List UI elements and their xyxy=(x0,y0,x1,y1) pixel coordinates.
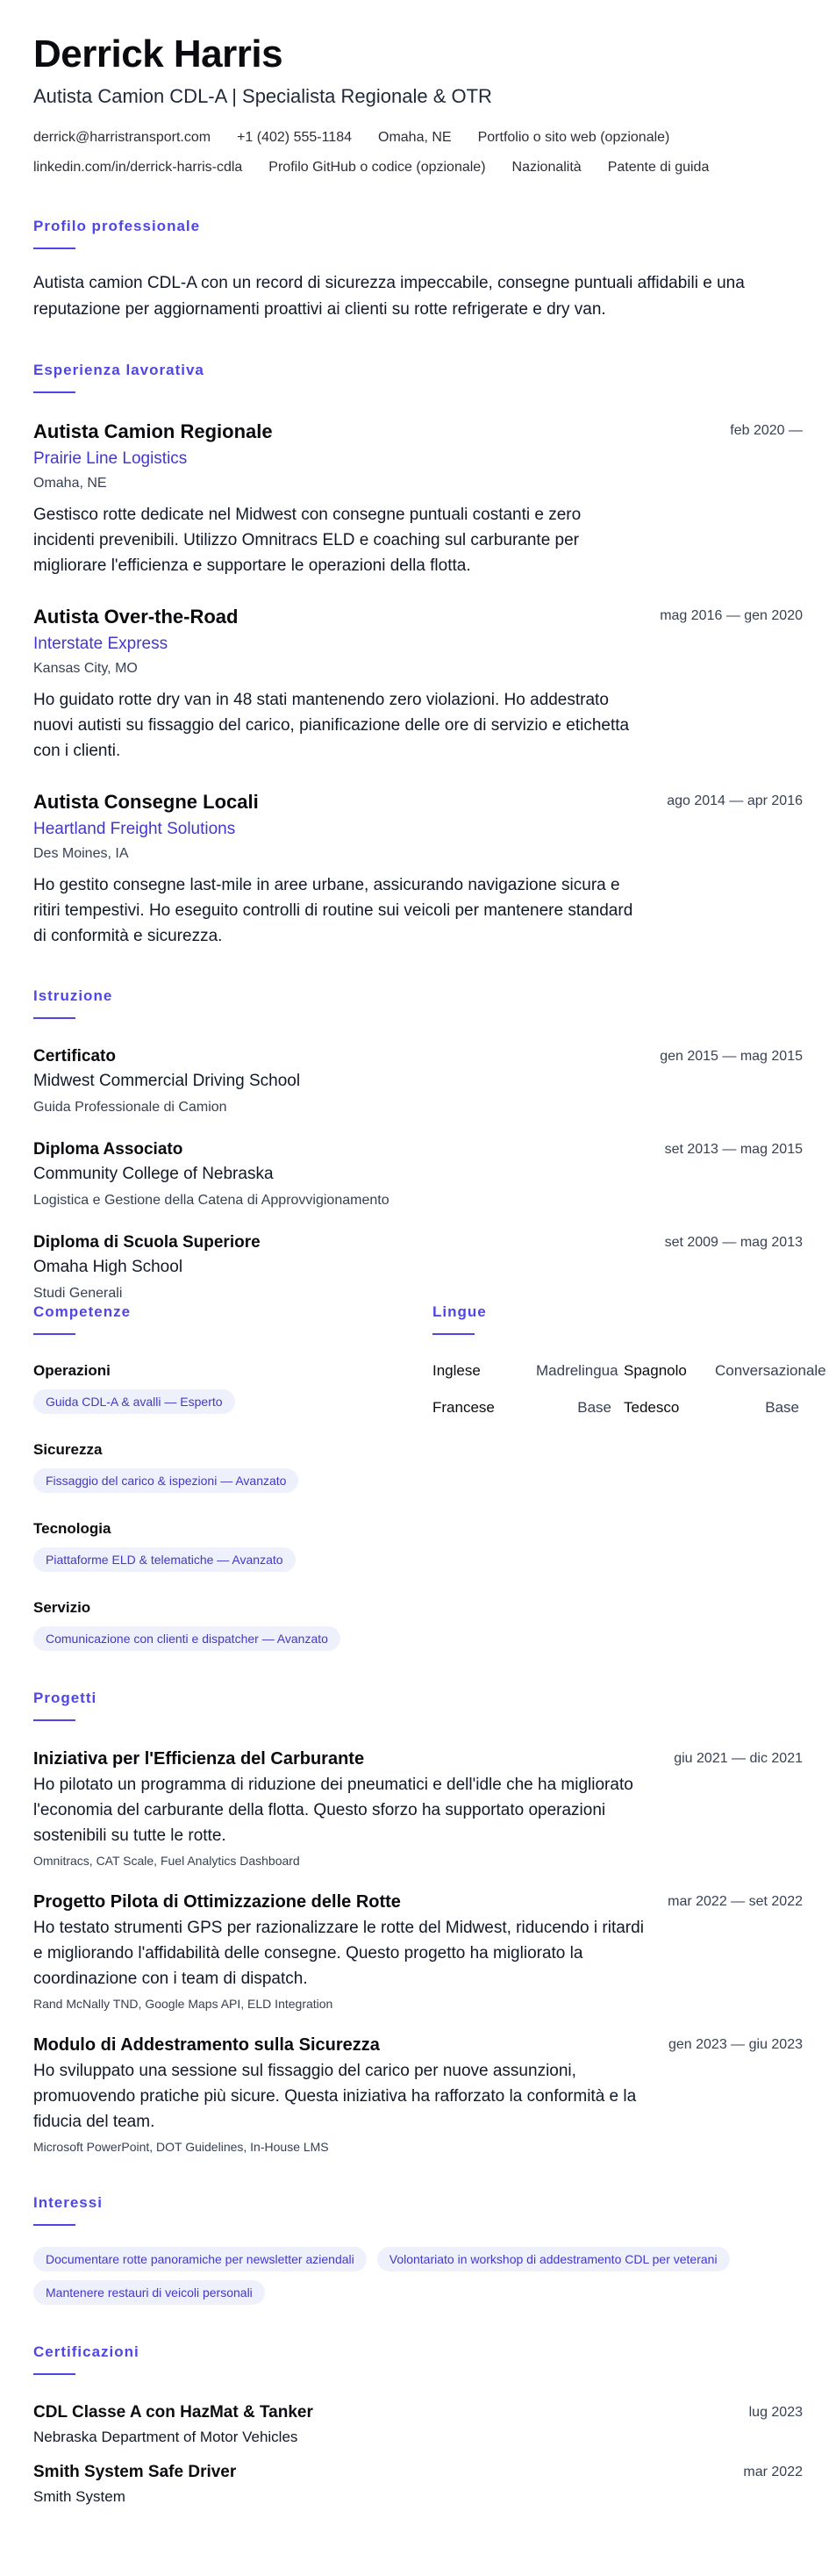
location: Omaha, NE xyxy=(378,130,452,145)
project-title: Progetto Pilota di Ottimizzazione delle Rotte xyxy=(33,1892,401,1912)
company-name: Prairie Line Logistics xyxy=(33,449,188,468)
project-tech: Microsoft PowerPoint, DOT Guidelines, In-House LMS xyxy=(33,2140,329,2154)
job-dates: ago 2014 — apr 2016 xyxy=(667,793,803,808)
experience-entry xyxy=(33,790,803,949)
certification-issuer: Smith System xyxy=(33,2488,125,2505)
job-title: Autista Consegne Locali xyxy=(33,791,259,813)
education-dates: gen 2015 — mag 2015 xyxy=(660,1049,803,1064)
project-entry xyxy=(33,1747,803,1869)
project-dates: mar 2022 — set 2022 xyxy=(668,1894,803,1909)
certification-issuer: Nebraska Department of Motor Vehicles xyxy=(33,2429,298,2445)
section-divider xyxy=(33,2224,75,2226)
section-divider xyxy=(432,1333,475,1335)
certification-date: mar 2022 xyxy=(743,2465,803,2479)
degree: Certificato xyxy=(33,1047,116,1066)
experience-entry xyxy=(33,420,803,578)
skill-chip: Guida CDL-A & avalli — Esperto xyxy=(33,1389,235,1414)
job-location: Des Moines, IA xyxy=(33,846,129,861)
language-level: Conversazionale xyxy=(715,1362,826,1379)
education-section xyxy=(33,987,803,1303)
language-name: Spagnolo xyxy=(624,1362,687,1379)
section-title: Competenze xyxy=(33,1303,132,1320)
job-title: Autista Camion Regionale xyxy=(33,420,273,442)
field-of-study: Guida Professionale di Camion xyxy=(33,1100,227,1115)
language-name: Inglese xyxy=(432,1362,481,1379)
github-link[interactable]: Profilo GitHub o codice (opzionale) xyxy=(268,160,486,175)
section-title: Profilo professionale xyxy=(33,218,201,234)
education-dates: set 2009 — mag 2013 xyxy=(664,1235,803,1250)
job-location: Omaha, NE xyxy=(33,476,107,491)
language-name: Tedesco xyxy=(624,1399,680,1416)
job-location: Kansas City, MO xyxy=(33,661,138,676)
school-name: Omaha High School xyxy=(33,1258,183,1276)
project-description: Ho pilotato un programma di riduzione dei pneumatici e dell'idle che ha migliorato l'economia del carburante della flotta. Questo sforzo ha supportato operazioni sostenibili su tutte le rotte. xyxy=(33,1776,633,1845)
degree: Diploma Associato xyxy=(33,1140,183,1159)
company-name: Interstate Express xyxy=(33,635,168,653)
languages-section xyxy=(432,1303,826,1651)
phone[interactable]: +1 (402) 555-1184 xyxy=(237,130,352,145)
drivers-license: Patente di guida xyxy=(607,160,710,175)
project-description: Ho testato strumenti GPS per razionalizzare le rotte del Midwest, riducendo i ritardi e migliorando l'affidabilità delle consegne. Questo progetto ha migliorato la coordinazione con i team di dispatch. xyxy=(33,1919,644,1988)
project-title: Iniziativa per l'Efficienza del Carburante xyxy=(33,1749,365,1769)
skill-category: Operazioni xyxy=(33,1362,111,1379)
certification-entry xyxy=(33,2461,803,2507)
interest-chip: Volontariato in workshop di addestramento CDL per veterani xyxy=(377,2247,730,2271)
summary-text: Autista camion CDL-A con un record di sicurezza impeccabile, consegne puntuali affidabili e una reputazione per aggiornamenti proattivi ai clienti su rotte refrigerate e dry van. xyxy=(33,274,745,319)
project-dates: gen 2023 — giu 2023 xyxy=(668,2037,803,2052)
job-description: Ho gestito consegne last-mile in aree urbane, assicurando navigazione sicura e ritiri tempestivi. Ho eseguito controlli di routine sui veicoli per mantenere standard di conformità e sicurezza. xyxy=(33,876,633,945)
linkedin-link[interactable]: linkedin.com/in/derrick-harris-cdla xyxy=(33,160,243,175)
skill-category: Servizio xyxy=(33,1599,91,1616)
section-title: Istruzione xyxy=(33,987,113,1004)
headline: Autista Camion CDL-A | Specialista Regionale & OTR xyxy=(33,85,492,107)
language-level: Madrelingua xyxy=(536,1362,618,1379)
languages-list xyxy=(432,1361,826,1417)
field-of-study: Studi Generali xyxy=(33,1286,123,1301)
portfolio-link[interactable]: Portfolio o sito web (opzionale) xyxy=(477,130,670,145)
section-divider xyxy=(33,391,75,393)
degree: Diploma di Scuola Superiore xyxy=(33,1233,261,1252)
section-title: Progetti xyxy=(33,1690,97,1706)
project-entry xyxy=(33,1891,803,2013)
skill-chip: Comunicazione con clienti e dispatcher — Avanzato xyxy=(33,1626,340,1651)
education-entry xyxy=(33,1045,803,1117)
education-entry xyxy=(33,1231,803,1303)
certification-title: Smith System Safe Driver xyxy=(33,2463,237,2481)
skills-languages-row xyxy=(33,1303,826,1651)
skill-chip: Piattaforme ELD & telematiche — Avanzato xyxy=(33,1547,296,1572)
language-level: Base xyxy=(577,1399,611,1416)
project-tech: Rand McNally TND, Google Maps API, ELD Integration xyxy=(33,1997,333,2011)
certification-date: lug 2023 xyxy=(748,2405,803,2420)
skill-chip: Fissaggio del carico & ispezioni — Avanzato xyxy=(33,1468,298,1493)
language-level: Base xyxy=(765,1399,799,1416)
school-name: Community College of Nebraska xyxy=(33,1165,274,1183)
section-title: Lingue xyxy=(432,1303,487,1320)
skill-category: Tecnologia xyxy=(33,1520,111,1537)
job-description: Gestisco rotte dedicate nel Midwest con consegne puntuali costanti e zero incidenti prevenibili. Utilizzo Omnitracs ELD e coaching sul carburante per migliorare l'efficienza e supportare le operazioni della flotta. xyxy=(33,506,582,575)
section-divider xyxy=(33,1017,75,1019)
email[interactable]: derrick@harristransport.com xyxy=(33,130,211,145)
skill-category: Sicurezza xyxy=(33,1441,103,1458)
interest-chip: Mantenere restauri di veicoli personali xyxy=(33,2280,265,2305)
experience-entry xyxy=(33,605,803,764)
projects-section xyxy=(33,1690,803,2156)
interests-list xyxy=(33,2238,803,2305)
education-dates: set 2013 — mag 2015 xyxy=(664,1142,803,1157)
education-entry xyxy=(33,1138,803,1210)
candidate-name: Derrick Harris xyxy=(33,32,283,75)
company-name: Heartland Freight Solutions xyxy=(33,820,236,838)
certification-entry xyxy=(33,2401,803,2447)
section-title: Interessi xyxy=(33,2194,103,2211)
interests-section xyxy=(33,2194,803,2305)
skills-section xyxy=(33,1303,432,1651)
project-title: Modulo di Addestramento sulla Sicurezza xyxy=(33,2035,380,2055)
nationality: Nazionalità xyxy=(511,160,582,175)
experience-section xyxy=(33,362,803,949)
field-of-study: Logistica e Gestione della Catena di Approvvigionamento xyxy=(33,1193,389,1208)
project-tech: Omnitracs, CAT Scale, Fuel Analytics Dashboard xyxy=(33,1854,300,1868)
summary-section xyxy=(33,218,803,323)
section-title: Esperienza lavorativa xyxy=(33,362,204,378)
contact-info xyxy=(33,123,803,183)
certification-title: CDL Classe A con HazMat & Tanker xyxy=(33,2403,313,2422)
language-name: Francese xyxy=(432,1399,495,1416)
job-title: Autista Over-the-Road xyxy=(33,606,239,628)
section-divider xyxy=(33,248,75,249)
project-description: Ho sviluppato una sessione sul fissaggio del carico per nuove assunzioni, promuovendo pratiche più sicure. Questa iniziativa ha rafforzato la conformità e la fiducia del team. xyxy=(33,2062,637,2131)
section-title: Certificazioni xyxy=(33,2343,139,2360)
job-description: Ho guidato rotte dry van in 48 stati mantenendo zero violazioni. Ho addestrato nuovi autisti su fissaggio del carico, pianificazione delle ore di servizio e etichetta con i clienti. xyxy=(33,691,630,760)
school-name: Midwest Commercial Driving School xyxy=(33,1072,301,1090)
project-entry xyxy=(33,2034,803,2156)
section-divider xyxy=(33,1719,75,1721)
section-divider xyxy=(33,2373,75,2375)
section-divider xyxy=(33,1333,75,1335)
job-dates: feb 2020 — xyxy=(730,423,803,438)
project-dates: giu 2021 — dic 2021 xyxy=(674,1751,803,1766)
interest-chip: Documentare rotte panoramiche per newsletter aziendali xyxy=(33,2247,367,2271)
job-dates: mag 2016 — gen 2020 xyxy=(660,608,803,623)
certifications-section xyxy=(33,2343,803,2507)
